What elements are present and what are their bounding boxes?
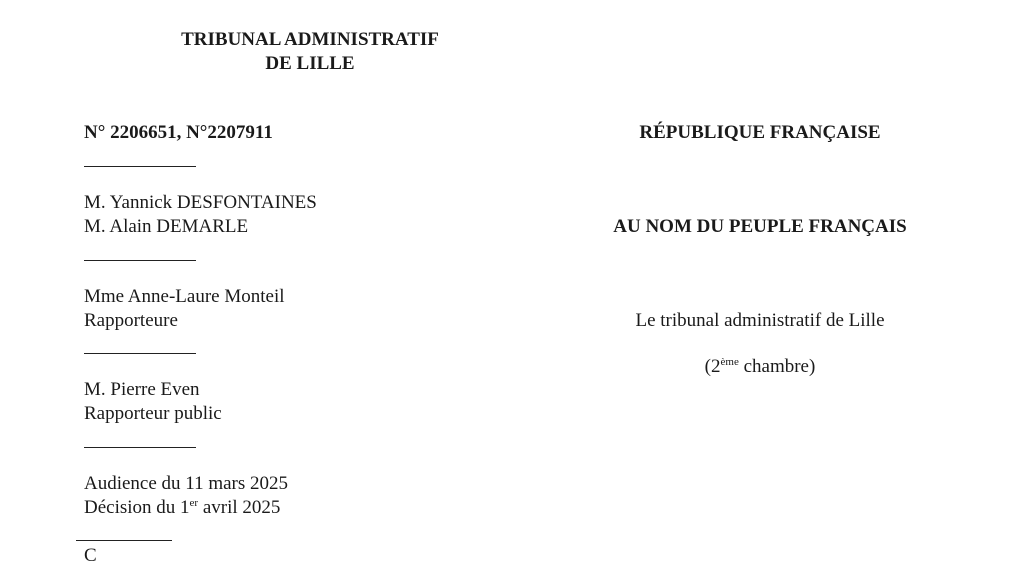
separator-rule bbox=[84, 166, 196, 167]
separator-rule bbox=[84, 447, 196, 448]
public-rapporteur-name: M. Pierre Even bbox=[84, 379, 200, 400]
rapporteur-role: Rapporteure bbox=[84, 310, 178, 331]
rapporteur-name: Mme Anne-Laure Monteil bbox=[84, 286, 285, 307]
audience-date: Audience du 11 mars 2025 bbox=[84, 473, 289, 494]
separator-rule bbox=[84, 260, 196, 261]
chamber-line bbox=[560, 355, 960, 379]
tribunal-line: Le tribunal administratif de Lille bbox=[635, 310, 885, 331]
public-rapporteur-role: Rapporteur public bbox=[84, 403, 222, 424]
decision-date-sup: er bbox=[189, 497, 199, 509]
decision-date-prefix: Décision du 1 bbox=[84, 497, 190, 518]
decision-date bbox=[84, 496, 280, 520]
decision-date-suffix: avril 2025 bbox=[198, 497, 281, 518]
in-the-name-heading: AU NOM DU PEUPLE FRANÇAIS bbox=[613, 216, 907, 237]
republic-heading: RÉPUBLIQUE FRANÇAISE bbox=[639, 122, 881, 143]
court-name bbox=[150, 28, 470, 76]
court-name-line2: DE LILLE bbox=[265, 53, 355, 74]
party-1: M. Yannick DESFONTAINES bbox=[84, 192, 317, 213]
classification-rule bbox=[76, 540, 172, 541]
party-2: M. Alain DEMARLE bbox=[84, 216, 249, 237]
court-name-line1: TRIBUNAL ADMINISTRATIF bbox=[181, 29, 439, 50]
classification-code: C bbox=[84, 545, 97, 566]
separator-rule bbox=[84, 353, 196, 354]
case-numbers: N° 2206651, N°2207911 bbox=[84, 122, 273, 143]
chamber-close: chambre) bbox=[738, 356, 816, 377]
chamber-sup: ème bbox=[720, 356, 739, 368]
chamber-open: (2 bbox=[704, 356, 721, 377]
